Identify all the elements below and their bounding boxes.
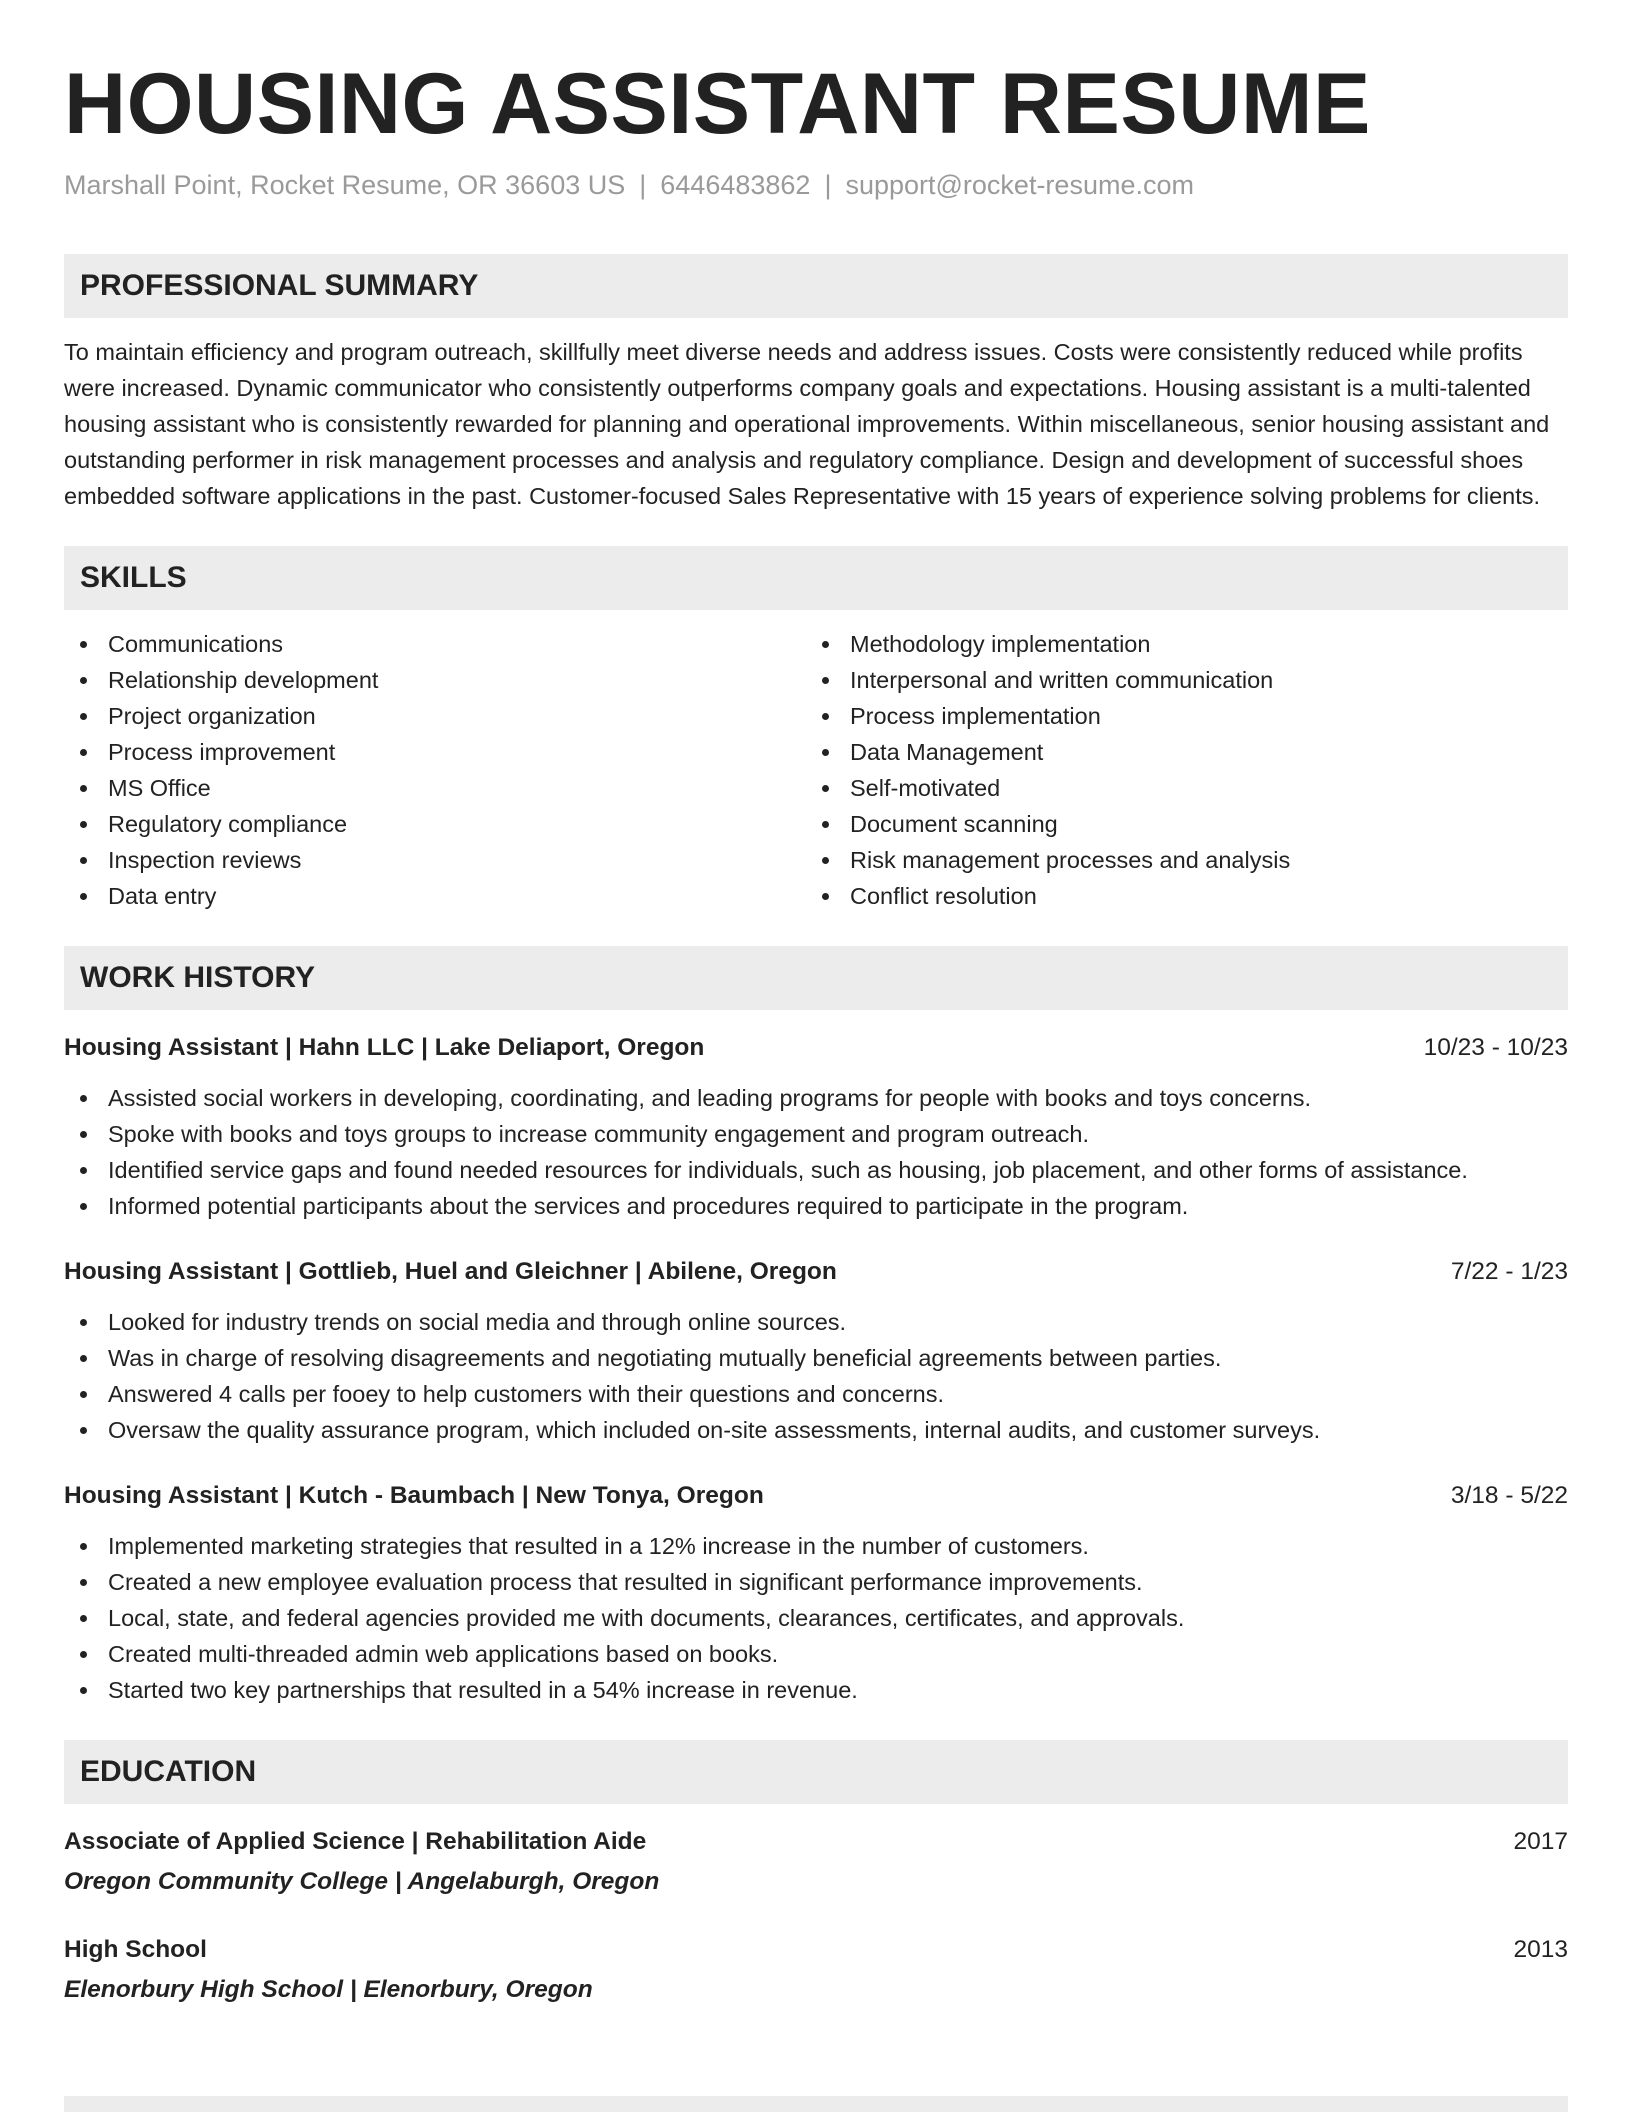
contact-phone: 6446483862 <box>660 170 811 200</box>
contact-address: Marshall Point, Rocket Resume, OR 36603 US <box>64 170 626 200</box>
list-item: Process improvement <box>64 734 806 770</box>
job-title: Housing Assistant | Gottlieb, Huel and Gleichner | Abilene, Oregon <box>64 1258 837 1285</box>
list-item: MS Office <box>64 770 806 806</box>
education-header <box>64 1932 1568 1968</box>
education-year: 2013 <box>1513 1936 1568 1963</box>
job-bullets <box>64 1304 1568 1448</box>
job-dates: 10/23 - 10/23 <box>1423 1034 1568 1061</box>
list-item: Spoke with books and toys groups to increase community engagement and program outreach. <box>64 1116 1568 1152</box>
list-item: Started two key partnerships that resulted in a 54% increase in revenue. <box>64 1672 1568 1708</box>
skills-list <box>64 626 1568 914</box>
list-item: Answered 4 calls per fooey to help customers with their questions and concerns. <box>64 1376 1568 1412</box>
job-dates: 7/22 - 1/23 <box>1450 1258 1568 1285</box>
list-item: Oversaw the quality assurance program, which included on-site assessments, internal audits, and customer surveys. <box>64 1412 1568 1448</box>
page-title: HOUSING ASSISTANT RESUME <box>64 56 1371 152</box>
list-item: Created multi-threaded admin web applications based on books. <box>64 1636 1568 1672</box>
education-year: 2017 <box>1513 1828 1568 1855</box>
list-item: Document scanning <box>806 806 1548 842</box>
list-item: Created a new employee evaluation process that resulted in significant performance improvements. <box>64 1564 1568 1600</box>
list-item: Methodology implementation <box>806 626 1548 662</box>
skills-column-left <box>64 626 806 914</box>
list-item: Interpersonal and written communication <box>806 662 1548 698</box>
job-title: Housing Assistant | Kutch - Baumbach | New Tonya, Oregon <box>64 1482 764 1509</box>
education-header <box>64 1824 1568 1860</box>
list-item: Data entry <box>64 878 806 914</box>
section-header-skills: SKILLS <box>64 546 1568 610</box>
job-header <box>64 1030 1568 1066</box>
list-item: Relationship development <box>64 662 806 698</box>
contact-separator: | <box>639 170 647 200</box>
list-item: Regulatory compliance <box>64 806 806 842</box>
list-item: Implemented marketing strategies that resulted in a 12% increase in the number of customers. <box>64 1528 1568 1564</box>
job-title: Housing Assistant | Hahn LLC | Lake Deliaport, Oregon <box>64 1034 705 1061</box>
summary-text: To maintain efficiency and program outreach, skillfully meet diverse needs and address issues. Costs were consistently reduced while profits were increased. Dynamic communicator who consistently outperforms company goals and expectations. Housing assistant is a multi-talented housing assistant who is consistently rewarded for planning and operational improvements. Within miscellaneous, senior housing assistant and outstanding performer in risk management processes and analysis and regulatory compliance. Design and development of successful shoes embedded software applications in the past. Customer-focused Sales Representative with 15 years of experience solving problems for clients. <box>64 339 1550 509</box>
list-item: Data Management <box>806 734 1548 770</box>
education-entry <box>64 1824 1568 1900</box>
section-header-education: EDUCATION <box>64 1740 1568 1804</box>
contact-line <box>64 168 1568 202</box>
list-item: Inspection reviews <box>64 842 806 878</box>
contact-separator: | <box>824 170 832 200</box>
job-header <box>64 1254 1568 1290</box>
list-item: Communications <box>64 626 806 662</box>
education-school: Oregon Community College | Angelaburgh, Oregon <box>64 1868 660 1895</box>
next-section-header-bar <box>64 2096 1568 2112</box>
skills-column-right <box>806 626 1548 914</box>
list-item: Project organization <box>64 698 806 734</box>
list-item: Process implementation <box>806 698 1548 734</box>
contact-email: support@rocket-resume.com <box>845 170 1194 200</box>
education-degree: High School <box>64 1936 207 1963</box>
education-school: Elenorbury High School | Elenorbury, Oregon <box>64 1976 593 2003</box>
list-item: Identified service gaps and found needed resources for individuals, such as housing, job placement, and other forms of assistance. <box>64 1152 1568 1188</box>
job-dates: 3/18 - 5/22 <box>1450 1482 1568 1509</box>
job-entry <box>64 1030 1568 1224</box>
section-header-summary: PROFESSIONAL SUMMARY <box>64 254 1568 318</box>
job-entry <box>64 1254 1568 1448</box>
resume-page <box>64 0 1568 2008</box>
job-bullets <box>64 1528 1568 1708</box>
section-header-work-history: WORK HISTORY <box>64 946 1568 1010</box>
education-entry <box>64 1932 1568 2008</box>
job-header <box>64 1478 1568 1514</box>
job-entry <box>64 1478 1568 1708</box>
list-item: Informed potential participants about the services and procedures required to participate in the program. <box>64 1188 1568 1224</box>
list-item: Conflict resolution <box>806 878 1548 914</box>
list-item: Self-motivated <box>806 770 1548 806</box>
list-item: Assisted social workers in developing, coordinating, and leading programs for people with books and toys concerns. <box>64 1080 1568 1116</box>
list-item: Was in charge of resolving disagreements and negotiating mutually beneficial agreements between parties. <box>64 1340 1568 1376</box>
list-item: Local, state, and federal agencies provided me with documents, clearances, certificates, and approvals. <box>64 1600 1568 1636</box>
list-item: Risk management processes and analysis <box>806 842 1548 878</box>
education-degree: Associate of Applied Science | Rehabilitation Aide <box>64 1828 647 1855</box>
list-item: Looked for industry trends on social media and through online sources. <box>64 1304 1568 1340</box>
job-bullets <box>64 1080 1568 1224</box>
